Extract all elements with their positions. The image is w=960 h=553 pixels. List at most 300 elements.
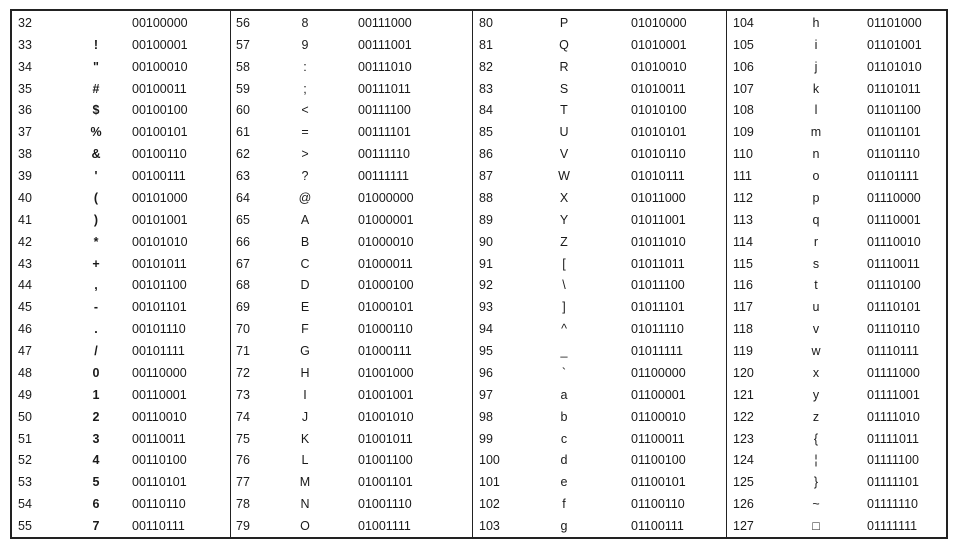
table-row [231,100,472,122]
table-row [727,296,946,318]
character-glyph: c [560,431,568,446]
character-glyph: " [93,59,99,74]
binary-code: 01001101 [358,475,413,490]
binary-code: 01000100 [358,278,414,293]
binary-code: 00110100 [132,453,187,468]
decimal-code: 70 [236,322,250,337]
table-row [473,143,726,165]
binary-code: 00110011 [132,431,186,446]
character-glyph: d [560,453,568,468]
table-column [473,11,727,537]
binary-code: 01001010 [358,409,414,424]
binary-code: 00111010 [358,59,412,74]
decimal-code: 68 [236,278,250,293]
decimal-code: 114 [733,234,753,249]
decimal-code: 76 [236,453,250,468]
decimal-code: 117 [733,300,753,315]
decimal-code: 32 [18,15,32,30]
decimal-code: 49 [18,387,32,402]
table-row [727,384,946,406]
table-row [231,515,472,537]
table-row [231,12,472,34]
table-row [473,209,726,231]
decimal-code: 35 [18,81,32,96]
table-row [231,56,472,78]
table-row [727,318,946,340]
decimal-code: 53 [18,475,32,490]
decimal-code: 60 [236,103,250,118]
table-row [473,34,726,56]
table-row [12,143,230,165]
table-row [473,493,726,515]
character-glyph: L [301,453,309,468]
decimal-code: 89 [479,212,493,227]
character-glyph: : [303,59,307,74]
table-row [12,187,230,209]
character-glyph: ] [562,300,566,315]
character-glyph: b [560,409,568,424]
character-glyph: 7 [92,519,100,534]
decimal-code: 34 [18,59,32,74]
decimal-code: 74 [236,409,250,424]
character-glyph: g [560,519,568,534]
binary-code: 01111001 [867,387,920,402]
binary-code: 01001110 [358,497,412,512]
binary-code: 00101001 [132,212,188,227]
binary-code: 01110011 [867,256,920,271]
binary-code: 00111100 [358,103,411,118]
binary-code: 01011100 [631,278,685,293]
character-glyph: ` [561,365,567,380]
table-row [12,493,230,515]
character-glyph: 0 [92,365,100,380]
character-glyph: I [303,387,307,402]
binary-code: 01100010 [631,409,686,424]
decimal-code: 33 [18,37,32,52]
character-glyph: a [560,387,568,402]
binary-code: 01010000 [631,15,687,30]
binary-code: 01000010 [358,234,414,249]
character-glyph: @ [298,190,312,205]
binary-code: 01011001 [631,212,686,227]
table-row [727,253,946,275]
character-glyph: Q [559,37,569,52]
binary-code: 00101000 [132,190,188,205]
table-row [473,253,726,275]
binary-code: 01111011 [867,431,919,446]
table-row [727,187,946,209]
character-glyph: B [300,234,310,249]
character-glyph: ^ [561,322,567,337]
binary-code: 01101001 [867,37,922,52]
character-glyph: z [812,409,820,424]
binary-code: 01101100 [867,103,921,118]
decimal-code: 43 [18,256,32,271]
character-glyph: & [91,147,101,162]
table-row [473,165,726,187]
table-row [12,450,230,472]
character-glyph: ' [94,169,98,184]
character-glyph: ! [93,37,99,52]
decimal-code: 90 [479,234,493,249]
binary-code: 01011110 [631,322,684,337]
decimal-code: 113 [733,212,753,227]
decimal-code: 71 [236,344,250,359]
character-glyph: A [300,212,310,227]
character-glyph: 3 [92,431,100,446]
binary-code: 00100001 [132,37,188,52]
binary-code: 01101010 [867,59,922,74]
binary-code: 00111101 [358,125,411,140]
binary-code: 01110001 [867,212,921,227]
character-glyph: ¦ [814,453,818,468]
binary-code: 00110101 [132,475,187,490]
table-row [727,450,946,472]
table-row [473,471,726,493]
character-glyph: y [812,387,820,402]
binary-code: 00101100 [132,278,187,293]
table-row [231,34,472,56]
binary-code: 01110100 [867,278,921,293]
binary-code: 01010011 [631,81,686,96]
decimal-code: 83 [479,81,493,96]
character-glyph: w [811,344,821,359]
table-row [12,12,230,34]
table-column [727,11,946,537]
binary-code: 01000111 [358,344,412,359]
table-row [727,121,946,143]
character-glyph: M [299,475,311,490]
character-glyph: U [559,125,569,140]
binary-code: 01101101 [867,125,921,140]
decimal-code: 72 [236,365,250,380]
binary-code: 01111101 [867,475,919,490]
table-row [231,143,472,165]
decimal-code: 67 [236,256,250,271]
table-row [231,78,472,100]
character-glyph: _ [560,344,568,359]
character-glyph: > [301,147,309,162]
decimal-code: 94 [479,322,493,337]
character-glyph: V [559,147,569,162]
character-glyph: E [300,300,310,315]
binary-code: 01111100 [867,453,919,468]
table-row [727,143,946,165]
binary-code: 00100010 [132,59,188,74]
table-row [12,165,230,187]
binary-code: 00100110 [132,147,187,162]
table-row [12,253,230,275]
binary-code: 00100101 [132,125,188,140]
binary-code: 00111001 [358,37,412,52]
character-glyph: ; [303,81,307,96]
table-row [12,209,230,231]
character-glyph: W [558,169,570,184]
table-column [12,11,231,537]
decimal-code: 80 [479,15,493,30]
character-glyph: = [301,125,309,140]
character-glyph: H [300,365,310,380]
character-glyph: \ [562,278,566,293]
table-row [727,34,946,56]
table-row [727,362,946,384]
character-glyph: 5 [92,475,100,490]
decimal-code: 58 [236,59,250,74]
binary-code: 00100100 [132,103,188,118]
binary-code: 01000000 [358,190,414,205]
decimal-code: 66 [236,234,250,249]
binary-code: 00111111 [358,169,409,184]
character-glyph: 9 [301,37,309,52]
character-glyph: % [90,125,102,140]
binary-code: 01000001 [358,212,414,227]
decimal-code: 81 [479,37,493,52]
binary-code: 01100111 [631,519,684,534]
decimal-code: 103 [479,519,500,534]
character-glyph: ) [93,212,99,227]
character-glyph: o [812,169,820,184]
character-glyph: D [300,278,310,293]
binary-code: 01011111 [631,344,683,359]
table-row [12,515,230,537]
character-glyph: . [94,322,98,337]
character-glyph: s [812,256,820,271]
character-glyph: j [814,59,818,74]
binary-code: 01111110 [867,497,918,512]
table-row [473,100,726,122]
binary-code: 00101110 [132,322,186,337]
table-row [727,493,946,515]
decimal-code: 93 [479,300,493,315]
binary-code: 01010110 [631,147,686,162]
decimal-code: 119 [733,344,753,359]
table-row [473,296,726,318]
table-row [727,340,946,362]
character-glyph: u [812,300,820,315]
decimal-code: 45 [18,300,32,315]
decimal-code: 115 [733,256,753,271]
decimal-code: 100 [479,453,500,468]
character-glyph: R [559,59,569,74]
binary-code: 01000110 [358,322,413,337]
binary-code: 01100101 [631,475,686,490]
decimal-code: 99 [479,431,493,446]
table-row [12,100,230,122]
binary-code: 00110000 [132,365,187,380]
decimal-code: 36 [18,103,32,118]
decimal-code: 98 [479,409,493,424]
decimal-code: 42 [18,234,32,249]
decimal-code: 64 [236,190,250,205]
binary-code: 01010001 [631,37,687,52]
binary-code: 00111000 [358,15,412,30]
decimal-code: 38 [18,147,32,162]
binary-code: 01100000 [631,365,686,380]
table-row [12,78,230,100]
table-row [231,406,472,428]
binary-code: 01110111 [867,344,919,359]
character-glyph: □ [812,519,820,534]
binary-code: 01010101 [631,125,687,140]
table-row [12,340,230,362]
decimal-code: 79 [236,519,250,534]
binary-code: 01100011 [631,431,685,446]
character-glyph: k [812,81,820,96]
decimal-code: 88 [479,190,493,205]
binary-code: 01000011 [358,256,413,271]
table-row [231,428,472,450]
character-glyph: < [301,103,309,118]
binary-code: 01011000 [631,190,686,205]
decimal-code: 40 [18,190,32,205]
decimal-code: 111 [733,169,753,184]
table-row [473,384,726,406]
binary-code: 01100110 [631,497,685,512]
table-row [727,78,946,100]
decimal-code: 127 [733,519,754,534]
character-glyph: r [813,234,819,249]
table-row [231,450,472,472]
character-glyph: q [812,212,820,227]
decimal-code: 54 [18,497,32,512]
binary-code: 00111110 [358,147,410,162]
decimal-code: 48 [18,365,32,380]
decimal-code: 87 [479,169,493,184]
character-glyph: f [562,497,566,512]
decimal-code: 106 [733,59,754,74]
character-glyph: C [300,256,310,271]
table-row [473,56,726,78]
character-glyph: - [93,300,99,315]
binary-code: 01001100 [358,453,413,468]
decimal-code: 109 [733,125,754,140]
decimal-code: 118 [733,322,753,337]
table-row [231,253,472,275]
table-row [727,165,946,187]
character-glyph: $ [92,103,100,118]
decimal-code: 75 [236,431,250,446]
decimal-code: 110 [733,147,753,162]
table-row [473,515,726,537]
table-row [12,231,230,253]
binary-code: 00101010 [132,234,188,249]
binary-code: 01101110 [867,147,920,162]
table-row [473,187,726,209]
binary-code: 01111000 [867,365,920,380]
table-row [727,275,946,297]
character-glyph: P [559,15,569,30]
table-row [12,406,230,428]
decimal-code: 120 [733,365,754,380]
decimal-code: 63 [236,169,250,184]
decimal-code: 96 [479,365,493,380]
binary-code: 01001001 [358,387,414,402]
character-glyph: 4 [92,453,100,468]
character-glyph: p [812,190,820,205]
table-row [231,231,472,253]
binary-code: 00100111 [132,169,186,184]
character-glyph: K [300,431,310,446]
binary-code: 00101101 [132,300,187,315]
decimal-code: 82 [479,59,493,74]
character-glyph: # [92,81,100,96]
character-glyph: X [559,190,569,205]
table-row [727,56,946,78]
table-row [727,231,946,253]
character-glyph: 8 [301,15,309,30]
binary-code: 00110110 [132,497,186,512]
table-row [727,100,946,122]
decimal-code: 61 [236,125,250,140]
character-glyph: n [812,147,820,162]
decimal-code: 112 [733,190,753,205]
decimal-code: 39 [18,169,32,184]
binary-code: 00110111 [132,519,185,534]
table-row [12,428,230,450]
decimal-code: 105 [733,37,754,52]
binary-code: 01011101 [631,300,685,315]
table-row [473,12,726,34]
decimal-code: 86 [479,147,493,162]
character-glyph: G [300,344,310,359]
character-glyph: S [559,81,569,96]
character-glyph: O [300,519,310,534]
binary-code: 01110010 [867,234,921,249]
table-row [473,231,726,253]
table-row [473,450,726,472]
decimal-code: 122 [733,409,754,424]
decimal-code: 57 [236,37,250,52]
character-glyph: ( [93,190,99,205]
character-glyph: ? [301,169,309,184]
table-row [473,340,726,362]
decimal-code: 102 [479,497,500,512]
character-glyph: [ [562,256,566,271]
table-row [231,471,472,493]
binary-code: 00101011 [132,256,187,271]
binary-code: 01101000 [867,15,922,30]
table-row [231,187,472,209]
decimal-code: 126 [733,497,754,512]
decimal-code: 52 [18,453,32,468]
table-row [727,471,946,493]
decimal-code: 95 [479,344,493,359]
decimal-code: 116 [733,278,753,293]
character-glyph: 6 [92,497,100,512]
character-glyph: , [94,278,98,293]
decimal-code: 121 [733,387,754,402]
character-glyph: + [92,256,100,271]
decimal-code: 50 [18,409,32,424]
decimal-code: 51 [18,431,32,446]
binary-code: 01011010 [631,234,686,249]
decimal-code: 37 [18,125,32,140]
table-row [727,209,946,231]
decimal-code: 125 [733,475,754,490]
binary-code: 01001011 [358,431,413,446]
decimal-code: 55 [18,519,32,534]
decimal-code: 77 [236,475,250,490]
binary-code: 01101111 [867,169,919,184]
character-glyph: Z [560,234,568,249]
binary-code: 00100000 [132,15,188,30]
binary-code: 01010010 [631,59,687,74]
character-glyph: h [812,15,820,30]
table-row [12,362,230,384]
table-row [12,34,230,56]
table-row [231,318,472,340]
character-glyph: v [812,322,820,337]
